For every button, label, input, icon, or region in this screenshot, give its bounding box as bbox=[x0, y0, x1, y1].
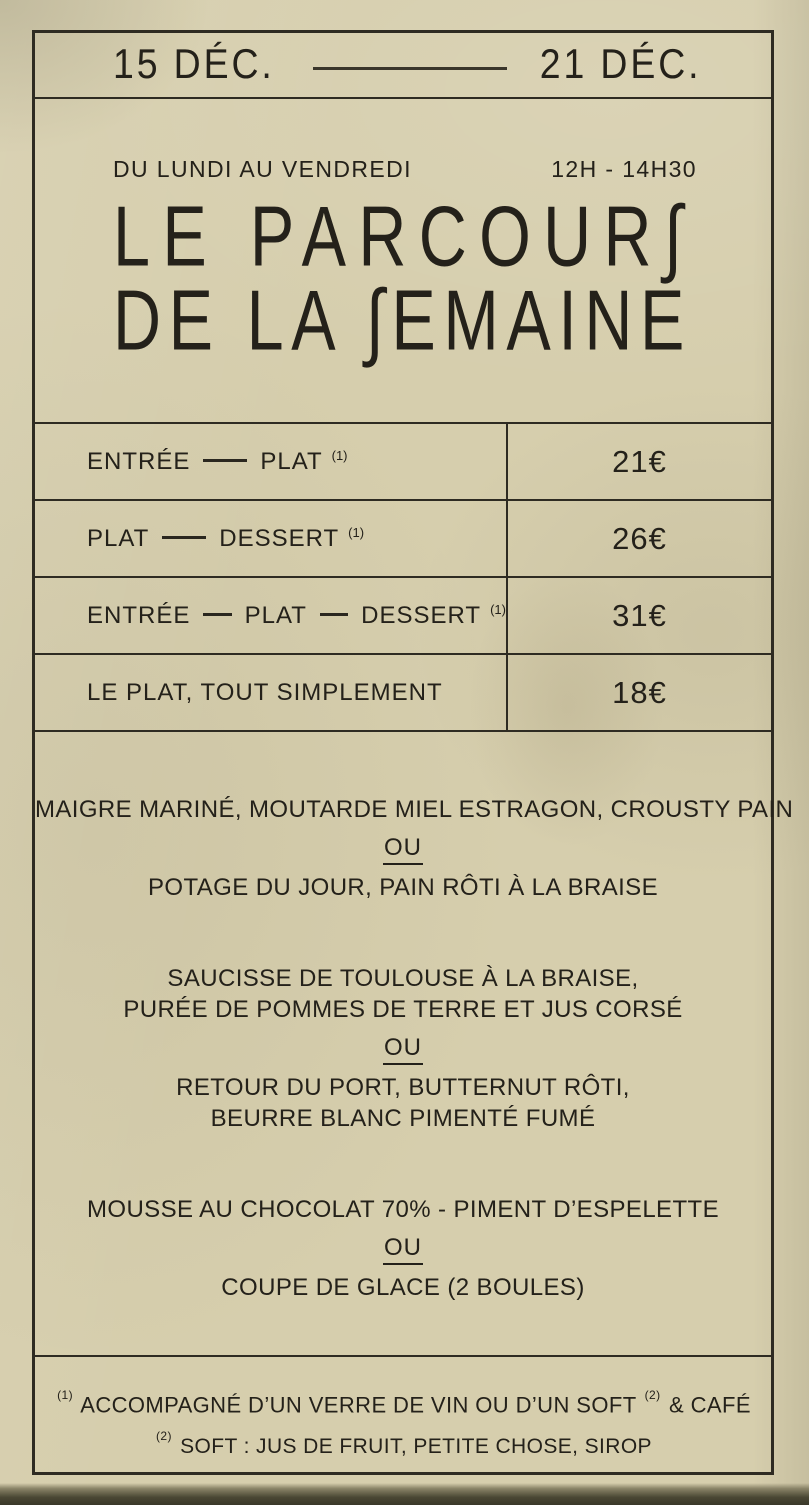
price-value: 18€ bbox=[612, 674, 667, 710]
footnote-marker: (2) bbox=[156, 1429, 172, 1444]
photo-bottom-edge bbox=[0, 1483, 809, 1505]
service-days: DU LUNDI AU VENDREDI bbox=[113, 156, 412, 182]
menu-title-line-2: DE LA ∫EMAINE bbox=[113, 272, 692, 368]
price-row-label-text: PLAT bbox=[87, 524, 150, 552]
date-end: 21 DÉC. bbox=[539, 41, 701, 88]
price-row-label bbox=[35, 501, 508, 576]
or-separator bbox=[35, 1034, 771, 1065]
price-row-label-text: DESSERT bbox=[219, 524, 340, 552]
title-section bbox=[35, 99, 771, 424]
price-value: 26€ bbox=[612, 520, 667, 556]
course-line: POTAGE DU JOUR, PAIN RÔTI À LA BRAISE bbox=[147, 874, 658, 901]
courses-section bbox=[35, 732, 794, 1355]
date-start: 15 DÉC. bbox=[113, 41, 275, 88]
course-line: PURÉE DE POMMES DE TERRE ET JUS CORSÉ bbox=[123, 996, 683, 1023]
price-table bbox=[35, 424, 771, 732]
dash-separator-icon bbox=[162, 536, 206, 539]
course-line: MOUSSE AU CHOCOLAT 70% - PIMENT D’ESPELETTE bbox=[86, 1196, 719, 1223]
dash-separator-icon bbox=[203, 613, 231, 616]
or-separator bbox=[35, 834, 771, 865]
price-row-label-text: LE PLAT, TOUT SIMPLEMENT bbox=[87, 678, 443, 706]
course-line: MAIGRE MARINÉ, MOUTARDE MIEL ESTRAGON, CROUSTY PAIN bbox=[35, 796, 794, 823]
price-row bbox=[35, 424, 771, 501]
price-row-label-text: PLAT bbox=[260, 447, 323, 475]
menu-title-line-1: LE PARCOUR∫ bbox=[113, 188, 695, 284]
service-info-row bbox=[113, 155, 697, 183]
or-label: OU bbox=[383, 834, 423, 865]
price-row bbox=[35, 655, 771, 732]
price-row bbox=[35, 501, 771, 578]
price-row-label bbox=[35, 655, 508, 730]
or-separator bbox=[35, 1234, 771, 1265]
course-line: COUPE DE GLACE (2 BOULES) bbox=[221, 1274, 585, 1301]
price-row-label bbox=[35, 424, 508, 499]
date-range-header bbox=[35, 33, 771, 99]
footnote-marker: (1) bbox=[348, 525, 365, 540]
or-label: OU bbox=[383, 1034, 423, 1065]
footnote-marker: (1) bbox=[57, 1388, 73, 1402]
footnote-marker: (2) bbox=[644, 1388, 661, 1402]
date-range-rule bbox=[313, 67, 506, 70]
footnote-marker: (1) bbox=[490, 602, 506, 617]
footnotes-section bbox=[35, 1355, 771, 1472]
price-row-label-text: ENTRÉE bbox=[87, 601, 191, 629]
price-value: 21€ bbox=[612, 443, 667, 479]
footnote-text: & CAFÉ bbox=[662, 1392, 751, 1418]
price-row-label bbox=[35, 578, 508, 653]
course-line: RETOUR DU PORT, BUTTERNUT RÔTI, bbox=[176, 1074, 630, 1101]
or-label: OU bbox=[383, 1234, 423, 1265]
menu-title bbox=[113, 188, 697, 368]
course-block bbox=[35, 1194, 771, 1303]
price-row-label-text: PLAT bbox=[244, 601, 307, 629]
price-value: 31€ bbox=[612, 597, 667, 633]
footnote-text: SOFT : JUS DE FRUIT, PETITE CHOSE, SIROP bbox=[173, 1435, 652, 1459]
footnote-marker: (1) bbox=[331, 448, 348, 463]
course-line: SAUCISSE DE TOULOUSE À LA BRAISE, bbox=[167, 965, 639, 992]
footnote bbox=[35, 1423, 771, 1465]
menu-card bbox=[32, 30, 794, 1475]
footnote bbox=[35, 1382, 771, 1423]
course-line: BEURRE BLANC PIMENTÉ FUMÉ bbox=[210, 1105, 596, 1132]
price-row-label-text: DESSERT bbox=[361, 601, 482, 629]
price-row-label-text: ENTRÉE bbox=[87, 447, 191, 475]
price-row bbox=[35, 578, 771, 655]
dash-separator-icon bbox=[203, 459, 247, 462]
course-block bbox=[35, 963, 771, 1134]
course-block bbox=[35, 794, 794, 903]
dash-separator-icon bbox=[320, 613, 348, 616]
service-hours: 12H - 14H30 bbox=[551, 156, 697, 182]
footnote-text: ACCOMPAGNÉ D’UN VERRE DE VIN OU D’UN SOFT bbox=[74, 1392, 643, 1418]
